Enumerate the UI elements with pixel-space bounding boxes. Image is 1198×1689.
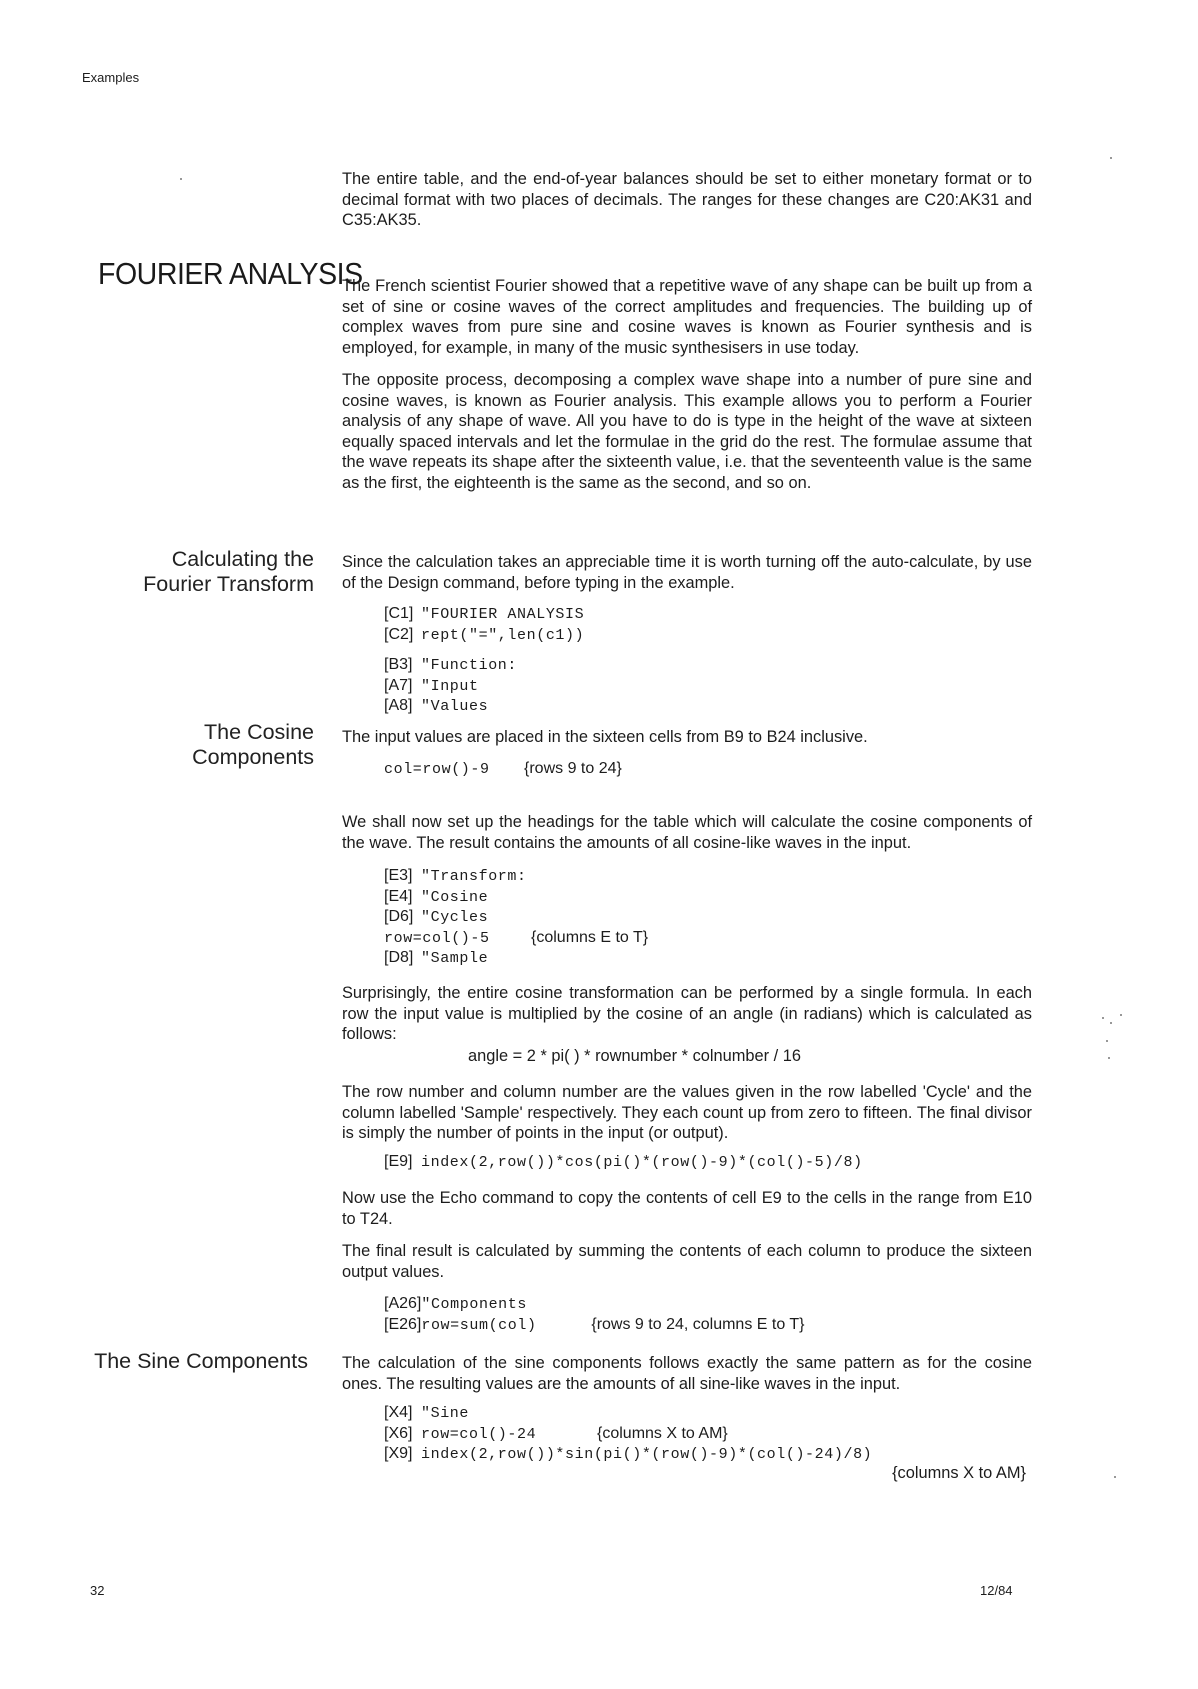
headings-paragraph [342, 812, 1032, 853]
cell-ref: [X6] [384, 1424, 413, 1442]
cell-note: {columns E to T} [531, 928, 649, 946]
final-text: The final result is calculated by summing the contents of each column to produce the sixteen output values. [342, 1242, 1032, 1281]
cell-formula: "Input [421, 677, 479, 695]
code-block-sine [384, 1403, 872, 1465]
code-line [384, 907, 648, 928]
intro-text: The entire table, and the end-of-year balances should be set to either monetary format or to decimal format with two places of decimals. The ranges for these changes are C20:AK31 and C35:AK35. [342, 170, 1032, 230]
angle-formula: angle = 2 * pi( ) * rownumber * colnumber / 16 [468, 1047, 801, 1065]
cell-ref: [D6] [384, 908, 414, 926]
cell-formula: "Cosine [421, 888, 489, 906]
code-line [384, 948, 648, 969]
cell-ref: [A26] [384, 1295, 422, 1312]
cell-formula: index(2,row())*sin(pi()*(row()-9)*(col()-24)/8) [421, 1446, 873, 1464]
scan-speck [180, 178, 182, 180]
cell-formula: "Cycles [421, 909, 489, 927]
code-line [384, 887, 648, 908]
page-number: 32 [90, 1583, 105, 1598]
cell-ref: [B3] [384, 656, 413, 673]
cell-formula: "Values [421, 698, 489, 716]
calc-text: command, before typing in the example. [438, 573, 735, 592]
formula-intro-paragraph [342, 983, 1032, 1045]
code-line [384, 655, 517, 676]
cell-ref: [X9] [384, 1445, 413, 1463]
echo-command: Echo [439, 1189, 477, 1207]
calc-paragraph [342, 552, 1032, 593]
echo-text: command to copy the contents of cell E9 to the cells in the range from E10 to T24. [342, 1189, 1032, 1228]
running-head: Examples [82, 70, 140, 85]
cell-ref: [E9] [384, 1153, 413, 1170]
code-block-title [384, 604, 584, 645]
code-line [384, 676, 517, 697]
cell-note: {columns X to AM} [597, 1424, 728, 1442]
intro-paragraph [342, 169, 1032, 231]
scan-speck [1110, 157, 1112, 159]
cell-ref: [A7] [384, 676, 413, 694]
side-heading-line: Calculating the [171, 547, 314, 571]
cell-ref: [E3] [384, 867, 413, 884]
side-heading-line: Components [192, 745, 314, 769]
cell-note: {rows 9 to 24, columns E to T} [591, 1315, 805, 1333]
cell-formula: index(2,row())*cos(pi()*(row()-9)*(col()-5)/8) [421, 1154, 863, 1171]
row-col-text: The row number and column number are the values given in the row labelled 'Cycle' and the column labelled 'Sample' respectively. They each count up from zero to fifteen. The final divisor is simply the number of points in the input (or output). [342, 1083, 1032, 1143]
sine-text: The calculation of the sine components follows exactly the same pattern as for the cosine ones. The resulting values are the amounts of all sine-like waves in the input. [342, 1354, 1032, 1393]
cell-ref: [E4] [384, 887, 413, 905]
side-heading-sine: The Sine Components [94, 1349, 308, 1373]
code-line [384, 696, 517, 717]
cell-ref: [C2] [384, 625, 414, 643]
code-block-headings [384, 866, 648, 969]
trailing-note: {columns X to AM} [892, 1464, 1026, 1482]
code-line [384, 759, 622, 780]
final-paragraph [342, 1241, 1032, 1282]
code-line [384, 866, 648, 887]
code-line [384, 1403, 872, 1424]
cell-ref: [E26] [384, 1315, 422, 1333]
scan-speck [1106, 1040, 1108, 1042]
e9-code [384, 1152, 863, 1173]
scan-speck [1108, 1057, 1110, 1059]
cell-formula: "Components [421, 1296, 527, 1313]
fourier-paragraph-1: The French scientist Fourier showed that a repetitive wave of any shape can be built up from a set of sine or cosine waves of the correct amplitudes and frequencies. The building up of complex waves from pure sine and cosine waves is known as Fourier synthesis and is employed, for example, in many of the music synthesisers in use today. [342, 277, 1032, 357]
sine-paragraph [342, 1353, 1032, 1394]
cell-note: {rows 9 to 24} [524, 760, 622, 777]
cell-formula: row=col()-24 [421, 1425, 537, 1443]
code-line [384, 1444, 872, 1465]
scan-speck [1120, 1014, 1122, 1016]
headings-text: We shall now set up the headings for the table which will calculate the cosine components of the wave. The result contains the amounts of all cosine-like waves in the input. [342, 813, 1032, 852]
cell-ref: [X4] [384, 1404, 413, 1421]
scan-speck [1102, 1017, 1104, 1019]
side-heading-calculating [143, 547, 314, 597]
cell-formula: col=row()-9 [384, 761, 490, 778]
fourier-intro [342, 276, 1032, 358]
fourier-paragraph-2: The opposite process, decomposing a complex wave shape into a number of pure sine and cosine waves, is known as Fourier analysis. This example allows you to perform a Fourier analysis of any shape of wave. All you have to do is type in the height of the wave at sixteen equally spaced intervals and let the formulae in the grid do the rest. The formulae assume that the wave repeats its shape after the sixteenth value, i.e. that the seventeenth value is the same as the first, the eighteenth is the same as the second, and so on. [342, 371, 1032, 492]
side-heading-line: Fourier Transform [143, 572, 314, 596]
code-block-components [384, 1294, 805, 1335]
formula-intro-text: Surprisingly, the entire cosine transformation can be performed by a single formula. In each row the input value is multiplied by the cosine of an angle (in radians) which is calculated as follows: [342, 984, 1032, 1044]
code-line [384, 625, 584, 646]
cell-ref: [C1] [384, 605, 414, 622]
code-line [384, 604, 584, 625]
code-line [384, 1294, 805, 1315]
side-heading-cosine [192, 720, 314, 770]
cell-formula: "FOURIER ANALYSIS [421, 606, 585, 623]
code-line [384, 1152, 863, 1173]
cell-formula: "Sample [421, 950, 489, 968]
col-code [384, 759, 622, 780]
side-heading-line: The Cosine [204, 720, 314, 744]
row-col-paragraph [342, 1082, 1032, 1144]
fourier-analysis-text [342, 370, 1032, 494]
cell-formula: row=col()-5 [384, 929, 490, 947]
cell-ref: [D8] [384, 949, 414, 967]
cell-formula: row=sum(col) [421, 1316, 537, 1334]
cosine-input-text: The input values are placed in the sixteen cells from B9 to B24 inclusive. [342, 728, 868, 746]
cell-formula: "Function: [421, 657, 518, 674]
code-line [384, 928, 648, 949]
echo-text: Now use the [342, 1189, 440, 1207]
code-line [384, 1424, 872, 1445]
section-title: FOURIER ANALYSIS [98, 256, 363, 291]
calc-text: Since the calculation takes an appreciable time it is worth turning off the auto-calculate, by use of the [342, 553, 1032, 592]
issue-date: 12/84 [980, 1583, 1013, 1598]
cell-ref: [A8] [384, 697, 413, 715]
cosine-input-paragraph [342, 727, 1032, 748]
scan-speck [1114, 1476, 1116, 1478]
echo-paragraph [342, 1188, 1032, 1229]
code-block-labels [384, 655, 517, 717]
code-line [384, 1315, 805, 1336]
cell-formula: "Sine [421, 1405, 470, 1422]
scan-speck [1110, 1022, 1112, 1024]
design-command: Design [387, 573, 439, 592]
cell-formula: "Transform: [421, 868, 527, 885]
cell-formula: rept("=",len(c1)) [421, 626, 585, 644]
